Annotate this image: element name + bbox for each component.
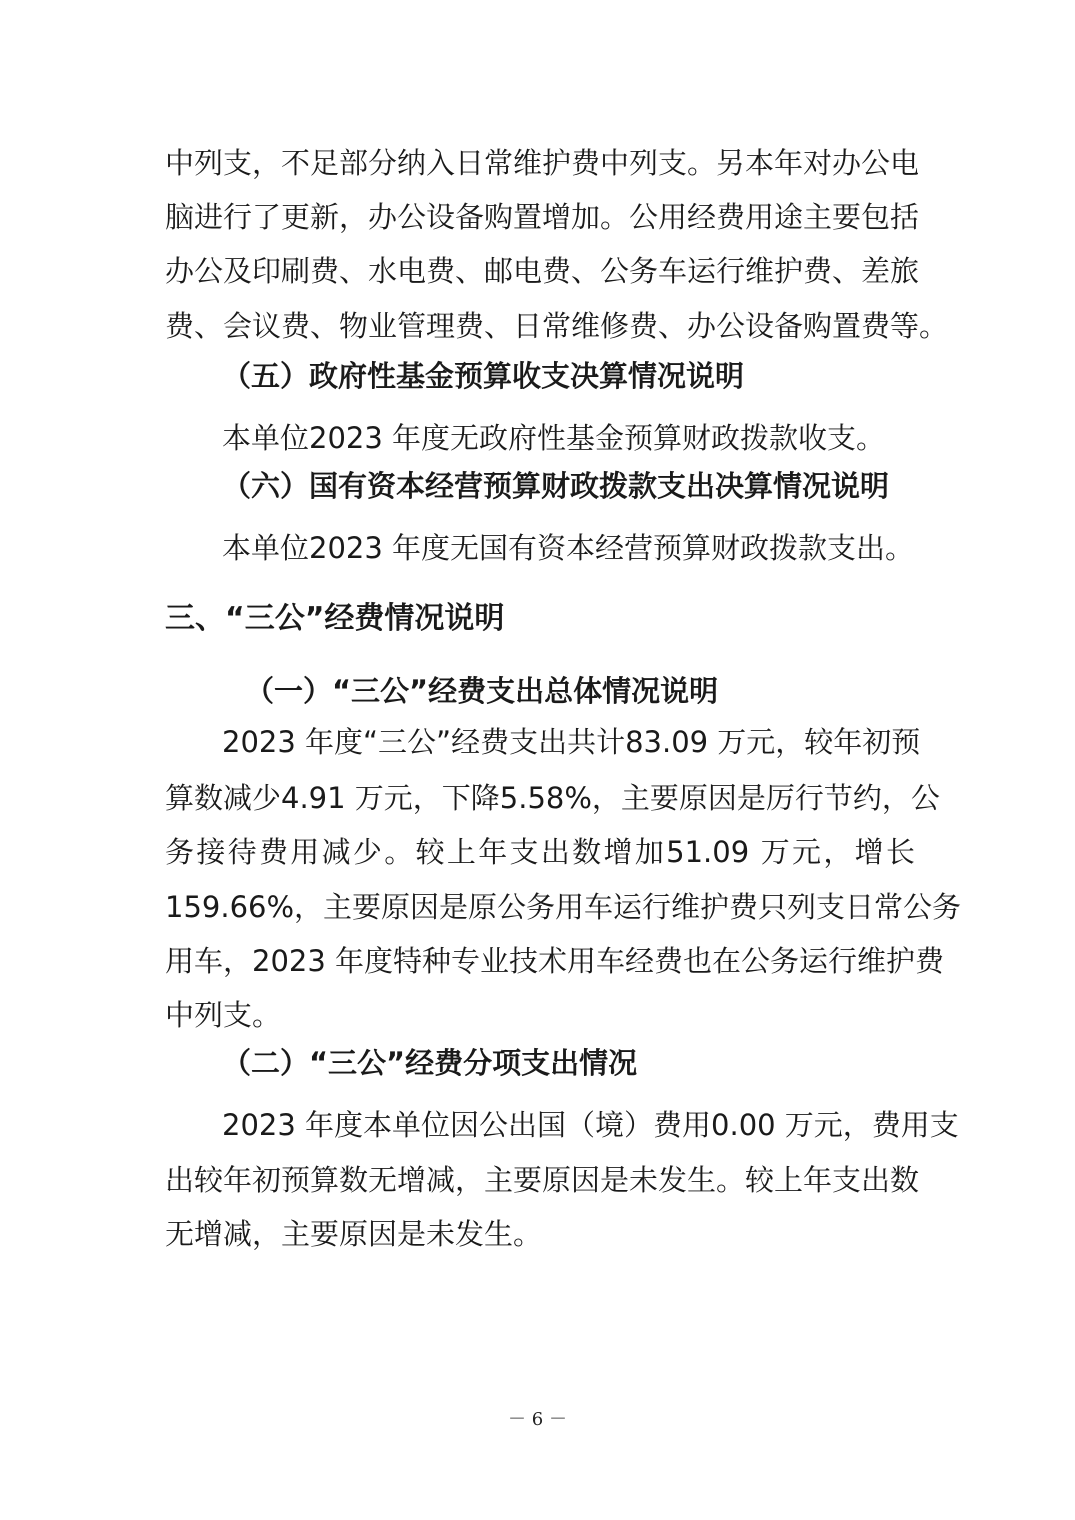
paragraph-line: 办公及印刷费、水电费、邮电费、公务车运行维护费、差旅 bbox=[165, 254, 920, 288]
paragraph-line: 159.66%，主要原因是原公务用车运行维护费只列支日常公务 bbox=[165, 890, 962, 924]
page-number: － 6 － bbox=[508, 1409, 567, 1430]
paragraph-line: 中列支。 bbox=[165, 998, 282, 1032]
subsection-heading-3-2: （二）“三公”经费分项支出情况 bbox=[222, 1046, 638, 1080]
paragraph-line: 无增减，主要原因是未发生。 bbox=[165, 1217, 543, 1251]
paragraph-line: 用车，2023 年度特种专业技术用车经费也在公务运行维护费 bbox=[165, 944, 945, 978]
paragraph-line: 2023 年度本单位因公出国（境）费用0.00 万元，费用支 bbox=[222, 1108, 959, 1142]
paragraph-line: 中列支，不足部分纳入日常维护费中列支。另本年对办公电 bbox=[165, 146, 920, 180]
paragraph-line: 务接待费用减少。较上年支出数增加51.09 万元，增长 bbox=[165, 835, 915, 869]
subsection-heading-6: （六）国有资本经营预算财政拨款支出决算情况说明 bbox=[222, 469, 890, 503]
subsection-heading-3-1: （一）“三公”经费支出总体情况说明 bbox=[245, 674, 719, 708]
paragraph-line: 脑进行了更新，办公设备购置增加。公用经费用途主要包括 bbox=[165, 200, 920, 234]
subsection-heading-5: （五）政府性基金预算收支决算情况说明 bbox=[222, 359, 745, 393]
paragraph-line: 2023 年度“三公”经费支出共计83.09 万元，较年初预 bbox=[222, 725, 921, 759]
paragraph-line: 费、会议费、物业管理费、日常维修费、办公设备购置费等。 bbox=[165, 309, 949, 343]
section-heading-3: 三、“三公”经费情况说明 bbox=[165, 601, 505, 636]
paragraph-line: 本单位2023 年度无国有资本经营预算财政拨款支出。 bbox=[222, 531, 915, 565]
paragraph-line: 算数减少4.91 万元，下降5.58%，主要原因是厉行节约，公 bbox=[165, 781, 940, 815]
paragraph-line: 本单位2023 年度无政府性基金预算财政拨款收支。 bbox=[222, 421, 886, 455]
paragraph-line: 出较年初预算数无增减，主要原因是未发生。较上年支出数 bbox=[165, 1163, 920, 1197]
